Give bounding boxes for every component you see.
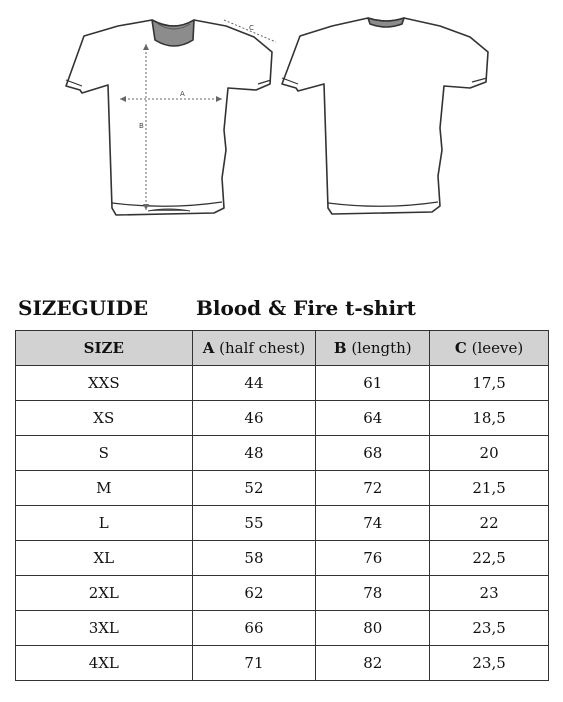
cell-size: 3XL [16,611,193,646]
header-c-rest: (leeve) [466,339,524,357]
sizeguide-title: SIZEGUIDE [18,296,149,320]
cell-a: 62 [192,576,316,611]
header-b-bold: B [333,339,347,357]
tshirt-illustration [0,0,563,240]
cell-b: 61 [316,366,430,401]
cell-c: 17,5 [430,366,549,401]
header-a-bold: A [202,339,215,357]
header-size [16,331,193,366]
table-row [16,436,549,471]
heading-row [18,296,558,326]
cell-a: 48 [192,436,316,471]
cell-b: 80 [316,611,430,646]
cell-size: L [16,506,193,541]
cell-size: XS [16,401,193,436]
cell-a: 58 [192,541,316,576]
cell-a: 55 [192,506,316,541]
cell-a: 46 [192,401,316,436]
cell-b: 76 [316,541,430,576]
header-a-rest: (half chest) [214,339,306,357]
header-c [430,331,549,366]
cell-c: 18,5 [430,401,549,436]
table-row [16,471,549,506]
cell-c: 23,5 [430,646,549,681]
table-row [16,366,549,401]
table-row [16,576,549,611]
tshirt-back [282,18,488,214]
cell-size: M [16,471,193,506]
product-title: Blood & Fire t-shirt [196,296,416,320]
cell-size: XL [16,541,193,576]
table-row [16,506,549,541]
header-size-bold: SIZE [83,339,124,357]
cell-size: S [16,436,193,471]
cell-size: 4XL [16,646,193,681]
measure-label-a: A [180,90,185,98]
cell-a: 44 [192,366,316,401]
measure-label-c: C [249,24,254,32]
cell-b: 82 [316,646,430,681]
table-header-row [16,331,549,366]
measure-label-b: B [139,122,144,130]
cell-a: 71 [192,646,316,681]
cell-a: 52 [192,471,316,506]
table-row [16,611,549,646]
cell-b: 64 [316,401,430,436]
table-row [16,401,549,436]
header-a [192,331,316,366]
table-row [16,646,549,681]
cell-a: 66 [192,611,316,646]
cell-c: 23 [430,576,549,611]
header-b-rest: (length) [346,339,412,357]
cell-size: 2XL [16,576,193,611]
size-table [15,330,549,681]
header-b [316,331,430,366]
header-c-bold: C [454,339,467,357]
table-row [16,541,549,576]
cell-c: 22 [430,506,549,541]
cell-b: 74 [316,506,430,541]
cell-b: 78 [316,576,430,611]
tshirt-front [66,20,272,215]
cell-b: 72 [316,471,430,506]
cell-c: 20 [430,436,549,471]
cell-b: 68 [316,436,430,471]
cell-size: XXS [16,366,193,401]
cell-c: 21,5 [430,471,549,506]
cell-c: 22,5 [430,541,549,576]
cell-c: 23,5 [430,611,549,646]
